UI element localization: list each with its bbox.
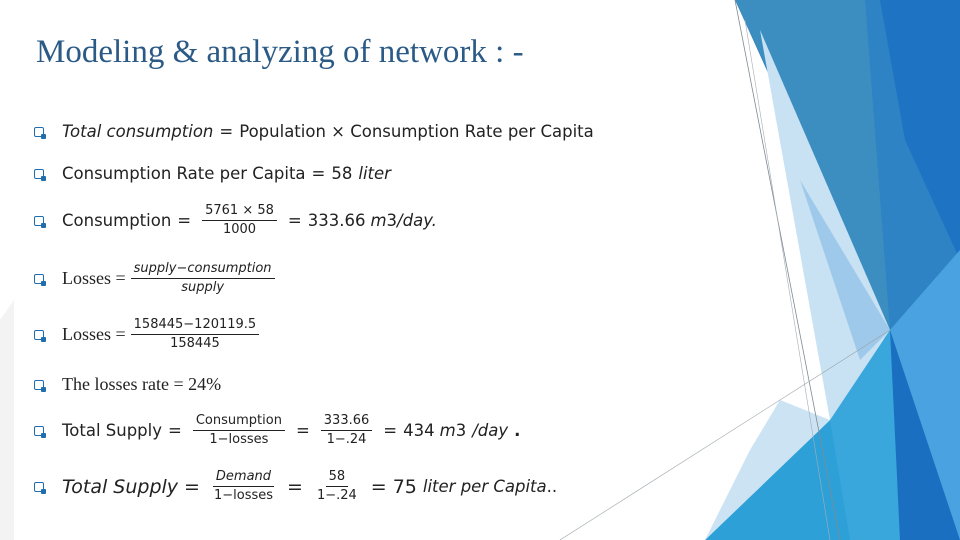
equals-sign: = xyxy=(219,122,234,141)
equation-term: Consumption Rate per Capita xyxy=(62,164,306,183)
equation-term: The losses rate = 24% xyxy=(62,374,222,394)
fraction xyxy=(321,414,373,448)
bullet-icon xyxy=(34,426,44,436)
list-item xyxy=(34,318,264,352)
unit: liter xyxy=(358,164,391,183)
denominator: 158445 xyxy=(170,336,220,352)
equals-sign: = xyxy=(168,421,182,441)
numerator: 5761 × 58 xyxy=(202,204,277,221)
list-item xyxy=(34,414,520,448)
bullet-icon xyxy=(34,216,44,226)
numerator: 58 xyxy=(326,470,349,487)
bullet-icon xyxy=(34,169,44,179)
denominator: 1−losses xyxy=(213,488,274,504)
equation-value: 434 xyxy=(403,421,435,441)
bullet-icon xyxy=(34,380,44,390)
list-item xyxy=(34,262,280,296)
numerator: supply−consumption xyxy=(131,262,275,279)
list-item xyxy=(34,204,437,238)
equation-value: 333.66 xyxy=(307,211,366,231)
equation-term: Total consumption xyxy=(62,122,214,141)
period: .. xyxy=(546,477,558,497)
fraction xyxy=(202,204,277,238)
slide-title: Modeling & analyzing of network : - xyxy=(36,34,524,70)
exponent: 3 xyxy=(386,211,398,231)
list-item xyxy=(34,374,221,395)
unit: m xyxy=(370,211,387,231)
equation-term: Total Supply xyxy=(62,475,179,498)
fraction xyxy=(314,470,360,504)
denominator: 1−.24 xyxy=(326,432,367,448)
fraction xyxy=(193,414,285,448)
equation-term: Consumption xyxy=(62,211,172,231)
equation-term: Total Supply xyxy=(62,421,163,441)
equals-sign: = xyxy=(287,211,302,231)
numerator: Consumption xyxy=(193,414,285,431)
bullet-icon xyxy=(34,127,44,137)
bullet-icon xyxy=(34,482,44,492)
fraction xyxy=(131,262,275,296)
equation-term: Population × Consumption Rate per Capita xyxy=(239,122,594,141)
unit: m xyxy=(439,421,456,441)
numerator: Demand xyxy=(213,470,274,487)
equals-sign: = xyxy=(383,421,398,441)
numerator: 333.66 xyxy=(321,414,373,431)
bullet-icon xyxy=(34,274,44,284)
equation-value: 75 xyxy=(392,475,417,498)
equals-sign: = xyxy=(295,421,310,441)
bullet-icon xyxy=(34,330,44,340)
equation-term: Losses = xyxy=(62,268,126,289)
unit: /day. xyxy=(397,211,437,231)
equals-sign: = xyxy=(287,475,303,498)
unit: /day xyxy=(472,421,509,441)
period: . xyxy=(514,421,521,441)
fraction xyxy=(131,318,260,352)
list-item xyxy=(34,470,557,504)
equals-sign: = xyxy=(184,475,200,498)
denominator: 1−losses xyxy=(209,432,269,448)
equals-sign: = xyxy=(370,475,387,498)
equals-sign: = xyxy=(177,211,192,231)
equation-term: Losses = xyxy=(62,324,126,345)
fraction xyxy=(211,470,276,504)
unit: liter per Capita xyxy=(422,477,547,497)
denominator: 1−.24 xyxy=(316,488,357,504)
denominator: 1000 xyxy=(222,222,257,238)
equals-sign: = xyxy=(311,164,326,183)
list-item xyxy=(34,164,391,183)
equation-value: 58 xyxy=(331,164,353,183)
denominator: supply xyxy=(181,280,225,296)
list-item xyxy=(34,122,594,141)
numerator: 158445−120119.5 xyxy=(131,318,260,335)
exponent: 3 xyxy=(455,421,467,441)
